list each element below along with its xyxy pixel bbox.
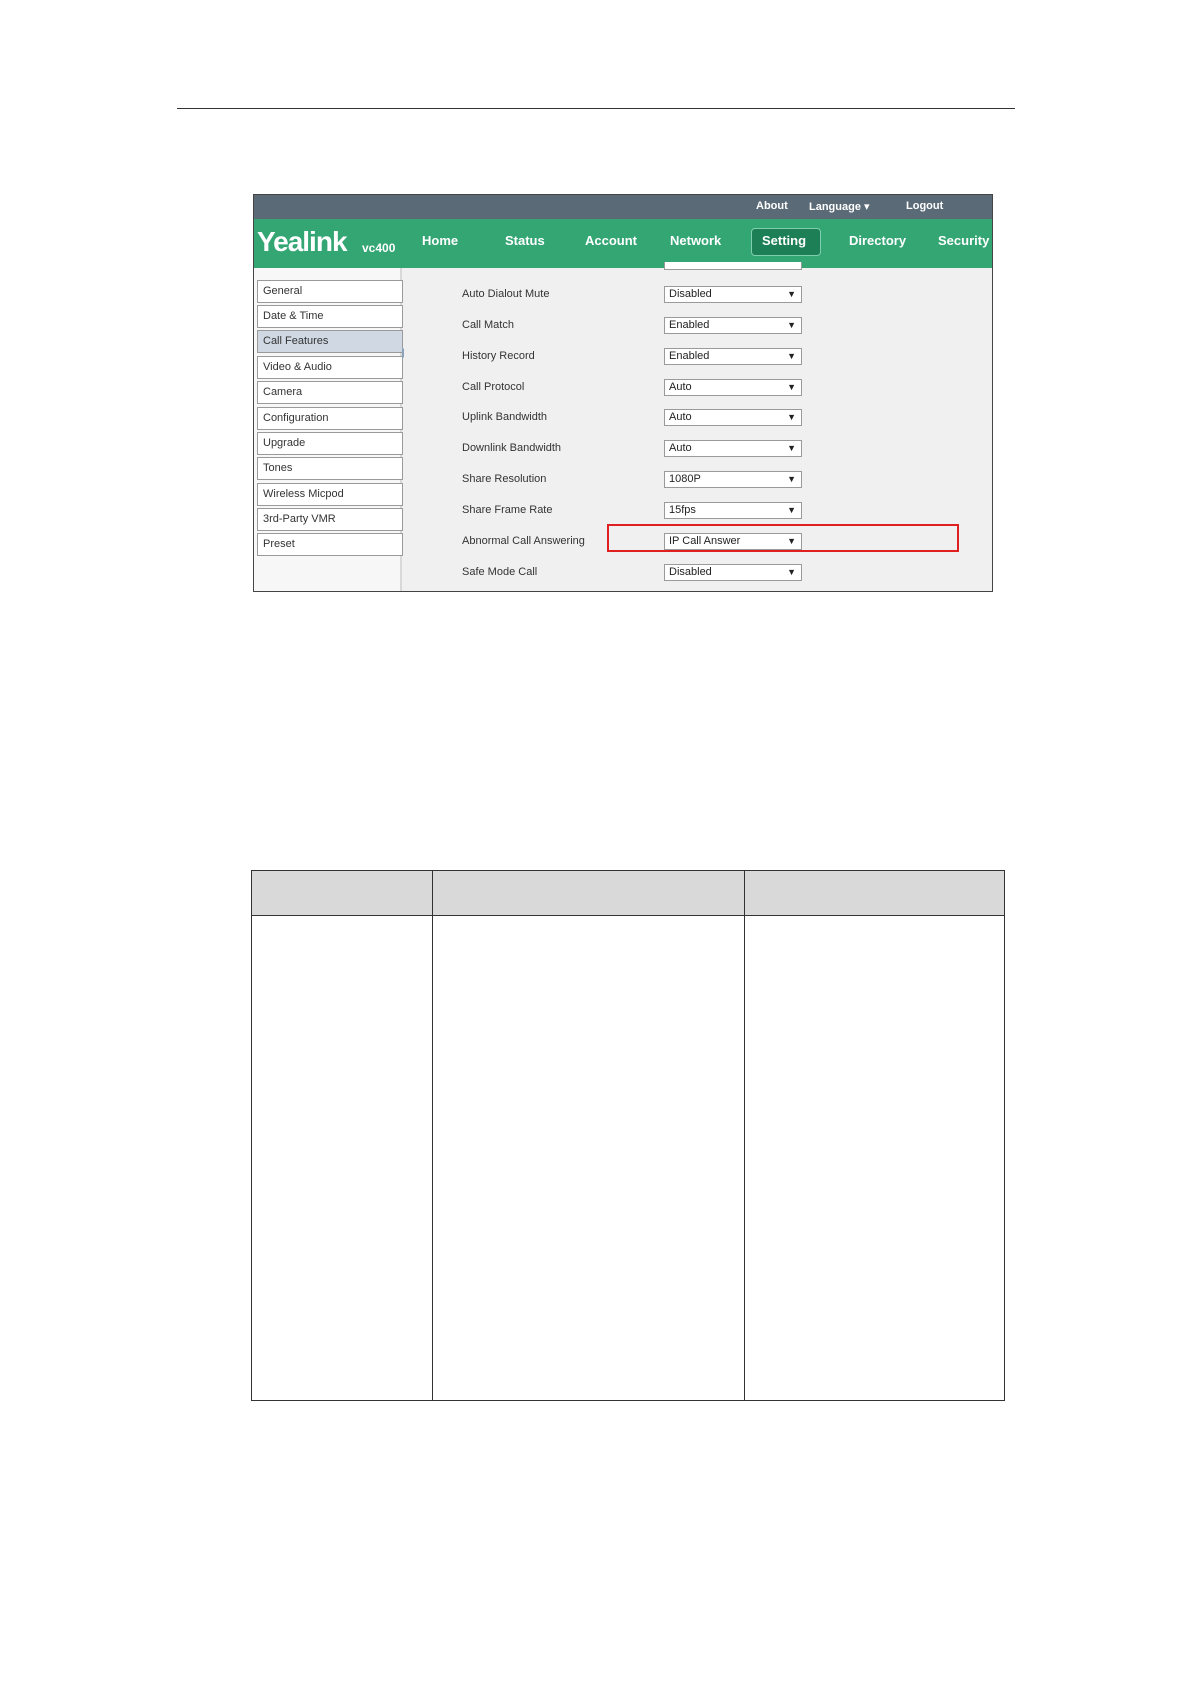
logout-link[interactable]: Logout bbox=[906, 200, 944, 212]
select-value: IP Call Answer bbox=[669, 535, 741, 547]
sidebar-item-wireless-micpod[interactable]: Wireless Micpod bbox=[257, 483, 403, 506]
parameter-table bbox=[251, 870, 1005, 1401]
select-value: Auto bbox=[669, 381, 692, 393]
sidebar-item-call-features[interactable]: Call Features bbox=[257, 330, 403, 353]
setting-label: Share Frame Rate bbox=[462, 504, 553, 516]
share-frame-rate-select[interactable] bbox=[664, 502, 802, 519]
call-features-panel bbox=[404, 268, 993, 592]
setting-label: Uplink Bandwidth bbox=[462, 411, 547, 423]
table-header-cell bbox=[432, 871, 745, 916]
web-ui-screenshot bbox=[253, 194, 993, 592]
share-resolution-select[interactable] bbox=[664, 471, 802, 488]
call-match-select[interactable] bbox=[664, 317, 802, 334]
sidebar-item-date-time[interactable]: Date & Time bbox=[257, 305, 403, 328]
select-value: Disabled bbox=[669, 566, 712, 578]
select-value: Disabled bbox=[669, 288, 712, 300]
setting-label: History Record bbox=[462, 350, 535, 362]
about-link[interactable]: About bbox=[756, 200, 788, 212]
main-nav bbox=[254, 219, 992, 268]
tab-home[interactable]: Home bbox=[422, 233, 459, 248]
settings-sidebar bbox=[254, 268, 402, 592]
setting-label: Call Match bbox=[462, 319, 514, 331]
auto-dialout-mute-select[interactable] bbox=[664, 286, 802, 303]
tab-security[interactable]: Security bbox=[938, 233, 990, 248]
dropdown-arrow-icon: ▼ bbox=[787, 412, 796, 422]
history-record-select[interactable] bbox=[664, 348, 802, 365]
safe-mode-call-select[interactable] bbox=[664, 564, 802, 581]
tab-status[interactable]: Status bbox=[505, 233, 545, 248]
sidebar-item-preset[interactable]: Preset bbox=[257, 533, 403, 556]
page-header-rule bbox=[177, 108, 1015, 109]
setting-label: Auto Dialout Mute bbox=[462, 288, 550, 300]
tab-directory[interactable]: Directory bbox=[849, 233, 907, 248]
setting-label: Downlink Bandwidth bbox=[462, 442, 562, 454]
dropdown-arrow-icon: ▼ bbox=[787, 567, 796, 577]
sidebar-item-video-audio[interactable]: Video & Audio bbox=[257, 356, 403, 379]
top-bar bbox=[254, 195, 992, 219]
table-header-row bbox=[252, 871, 1005, 916]
table-row bbox=[252, 916, 1005, 1401]
setting-label: Abnormal Call Answering bbox=[462, 535, 585, 547]
tab-account[interactable]: Account bbox=[585, 233, 637, 248]
select-value: 15fps bbox=[669, 504, 696, 516]
dropdown-arrow-icon: ▼ bbox=[787, 351, 796, 361]
setting-label: Call Protocol bbox=[462, 381, 525, 393]
select-value: Enabled bbox=[669, 319, 710, 331]
abnormal-call-answering-select[interactable] bbox=[664, 533, 802, 550]
setting-label: Safe Mode Call bbox=[462, 566, 538, 578]
select-value: Auto bbox=[669, 442, 692, 454]
tab-setting[interactable]: Setting bbox=[762, 233, 807, 248]
select-value: 1080P bbox=[669, 473, 701, 485]
tab-network[interactable]: Network bbox=[670, 233, 722, 248]
dropdown-arrow-icon: ▼ bbox=[787, 382, 796, 392]
setting-label: Share Resolution bbox=[462, 473, 547, 485]
sidebar-item-upgrade[interactable]: Upgrade bbox=[257, 432, 403, 455]
table-header-cell bbox=[745, 871, 1005, 916]
call-protocol-select[interactable] bbox=[664, 379, 802, 396]
uplink-bandwidth-select[interactable] bbox=[664, 409, 802, 426]
dropdown-arrow-icon: ▼ bbox=[787, 289, 796, 299]
downlink-bandwidth-select[interactable] bbox=[664, 440, 802, 457]
dropdown-arrow-icon: ▼ bbox=[787, 505, 796, 515]
sidebar-item-camera[interactable]: Camera bbox=[257, 381, 403, 404]
partial-select-above[interactable] bbox=[664, 262, 802, 270]
select-value: Auto bbox=[669, 411, 692, 423]
sidebar-item-tones[interactable]: Tones bbox=[257, 457, 403, 480]
sidebar-item-3rd-party-vmr[interactable]: 3rd-Party VMR bbox=[257, 508, 403, 531]
table-cell bbox=[745, 916, 1005, 1401]
table-cell bbox=[432, 916, 745, 1401]
dropdown-arrow-icon: ▼ bbox=[787, 320, 796, 330]
sidebar-item-general[interactable]: General bbox=[257, 280, 403, 303]
dropdown-arrow-icon: ▼ bbox=[787, 443, 796, 453]
select-value: Enabled bbox=[669, 350, 710, 362]
table-cell bbox=[252, 916, 433, 1401]
dropdown-arrow-icon: ▼ bbox=[787, 474, 796, 484]
yealink-logo: Yealink bbox=[257, 226, 347, 257]
dropdown-arrow-icon: ▼ bbox=[787, 536, 796, 546]
language-menu[interactable]: Language ▾ bbox=[809, 201, 870, 213]
model-label: vc400 bbox=[362, 241, 396, 255]
table-header-cell bbox=[252, 871, 433, 916]
sidebar-item-configuration[interactable]: Configuration bbox=[257, 407, 403, 430]
